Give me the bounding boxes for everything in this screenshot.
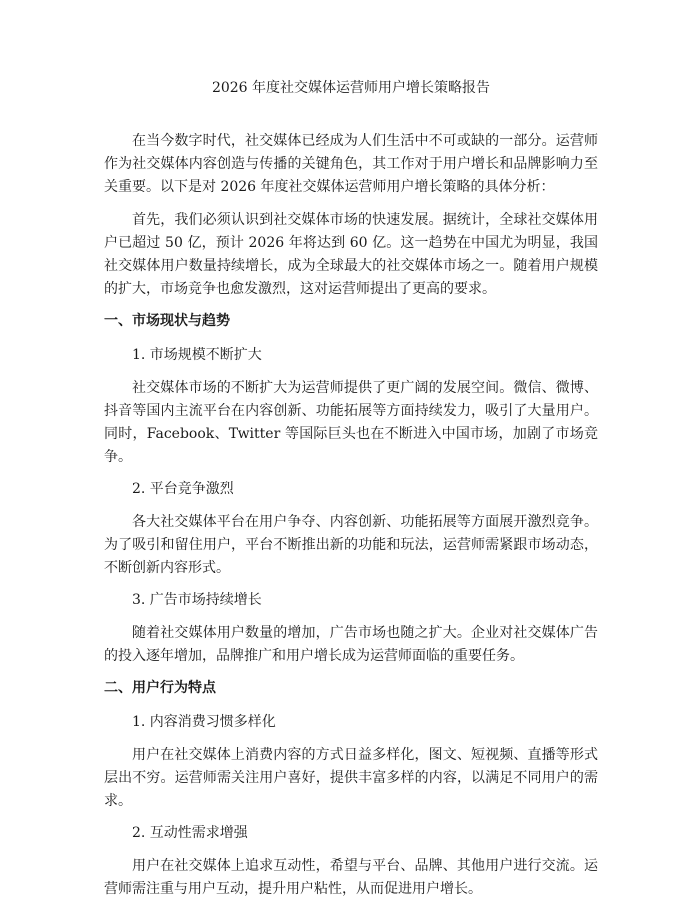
intro-paragraph-2: 首先，我们必须认识到社交媒体市场的快速发展。据统计，全球社交媒体用户已超过 50 亿，预计 2026 年将达到 60 亿。这一趋势在中国尤为明显，我国社交媒体用户数量持续增长，成为全球最大的社交媒体市场之一。随着用户规模的扩大，市场竞争也愈发激烈，这对运营师提出了更高的要求。	[104, 212, 598, 297]
subheading: 1. 市场规模不断扩大	[132, 347, 262, 363]
section-heading: 一、市场现状与趋势	[104, 313, 230, 329]
section-heading: 二、用户行为特点	[104, 680, 216, 696]
body-paragraph: 社交媒体市场的不断扩大为运营师提供了更广阔的发展空间。微信、微博、抖音等国内主流平台在内容创新、功能拓展等方面持续发力，吸引了大量用户。同时，Facebook、Twitter 等国际巨头也在不断进入中国市场，加剧了市场竞争。	[104, 380, 598, 465]
section-market	[104, 311, 598, 668]
section-user-behavior	[104, 678, 598, 901]
intro-paragraph-1: 在当今数字时代，社交媒体已经成为人们生活中不可或缺的一部分。运营师作为社交媒体内容创造与传播的关键角色，其工作对于用户增长和品牌影响力至关重要。以下是对 2026 年度社交媒体运营师用户增长策略的具体分析：	[104, 133, 598, 195]
subheading: 1. 内容消费习惯多样化	[132, 714, 276, 730]
body-paragraph: 各大社交媒体平台在用户争夺、内容创新、功能拓展等方面展开激烈竞争。为了吸引和留住用户，平台不断推出新的功能和玩法，运营师需紧跟市场动态，不断创新内容形式。	[104, 514, 598, 576]
subheading: 2. 互动性需求增强	[132, 825, 248, 841]
body-paragraph: 随着社交媒体用户数量的增加，广告市场也随之扩大。企业对社交媒体广告的投入逐年增加，品牌推广和用户增长成为运营师面临的重要任务。	[104, 625, 598, 664]
subheading: 3. 广告市场持续增长	[132, 592, 262, 608]
subheading: 2. 平台竞争激烈	[132, 481, 234, 497]
body-paragraph: 用户在社交媒体上追求互动性，希望与平台、品牌、其他用户进行交流。运营师需注重与用户互动，提升用户粘性，从而促进用户增长。	[104, 858, 598, 897]
document-page	[104, 78, 598, 911]
document-title: 2026 年度社交媒体运营师用户增长策略报告	[211, 80, 491, 96]
body-paragraph: 用户在社交媒体上消费内容的方式日益多样化，图文、短视频、直播等形式层出不穷。运营师需关注用户喜好，提供丰富多样的内容，以满足不同用户的需求。	[104, 747, 598, 809]
